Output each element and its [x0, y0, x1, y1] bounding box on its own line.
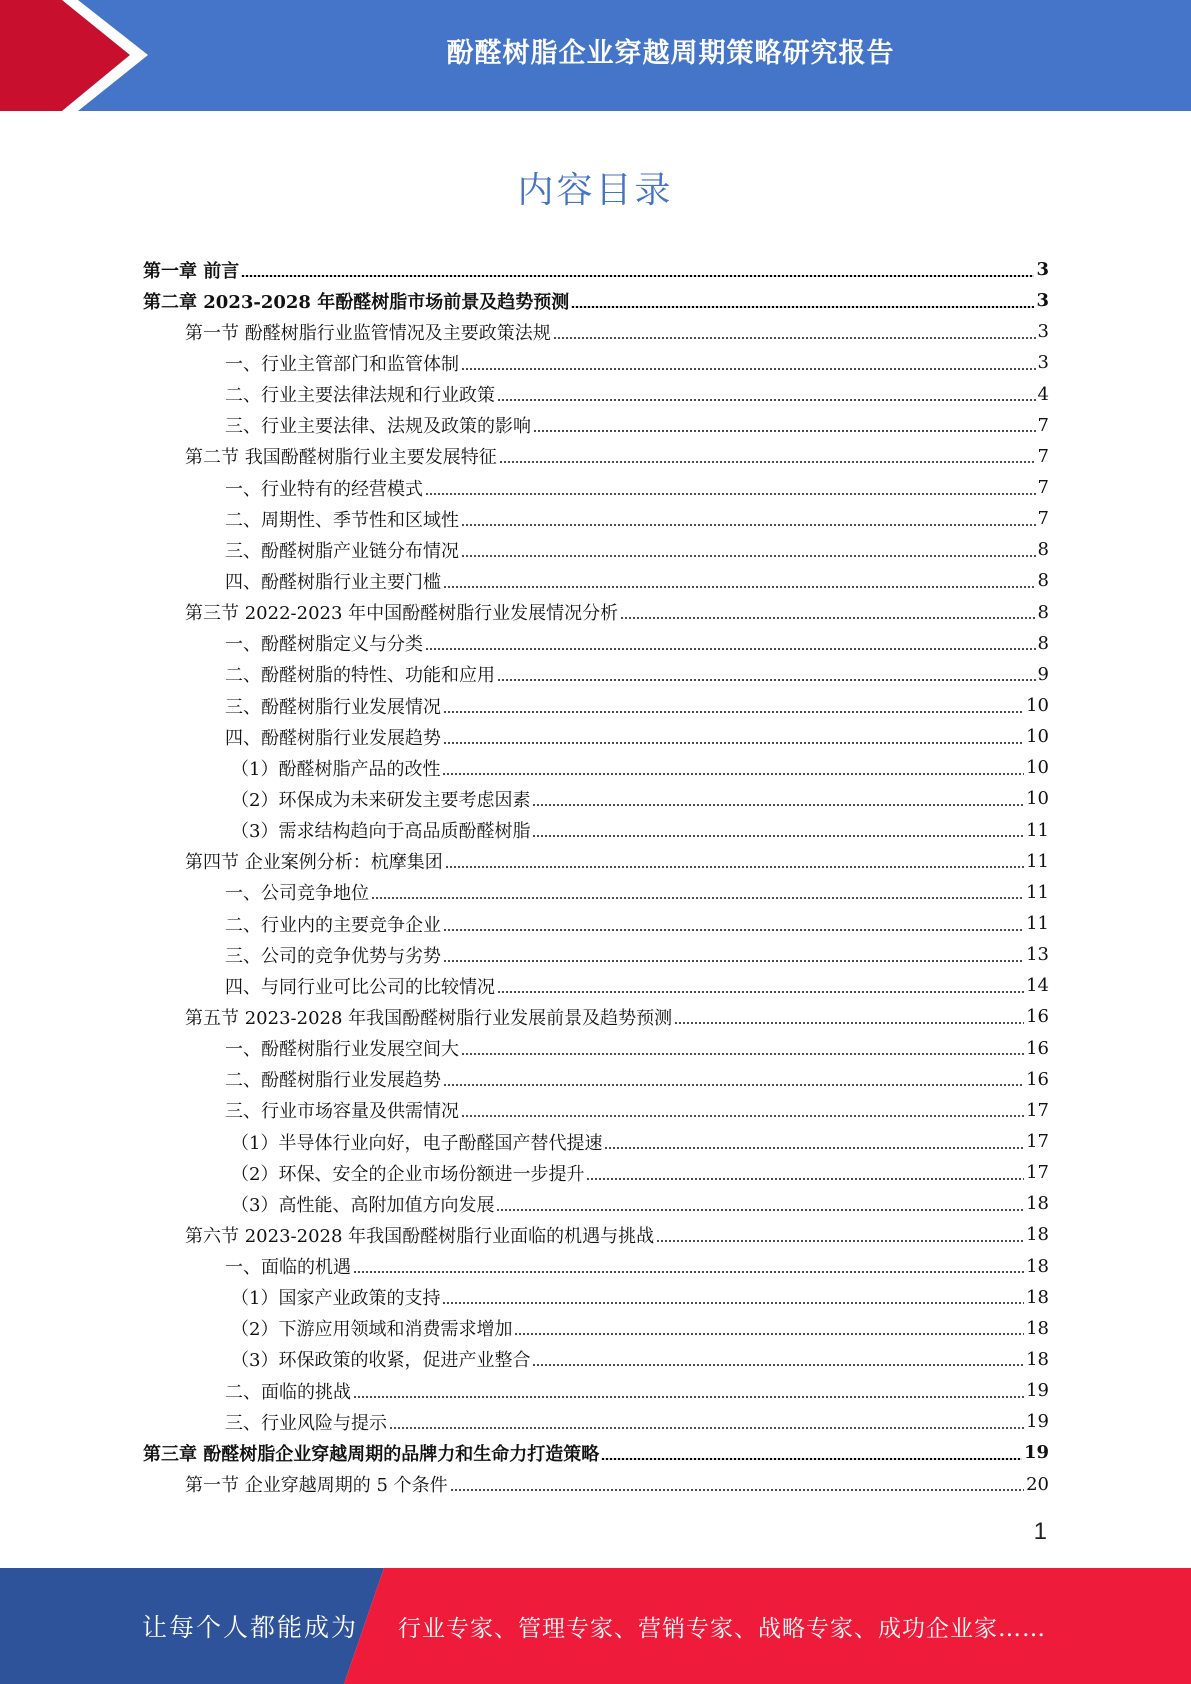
toc-entry-page: 8	[1037, 632, 1049, 654]
toc-entry[interactable]	[143, 970, 1049, 1001]
toc-entry[interactable]	[143, 1313, 1049, 1344]
toc-entry-page: 18	[1026, 1255, 1049, 1277]
toc-entry-title: 三、酚醛树脂产业链分布情况	[225, 540, 459, 562]
toc-entry-page: 17	[1026, 1131, 1049, 1152]
toc-entry-page: 7	[1037, 508, 1049, 530]
toc-leader-dots	[601, 1458, 1022, 1460]
toc-leader-dots	[450, 1489, 1024, 1491]
toc-entry-title: 第一节 酚醛树脂行业监管情况及主要政策法规	[185, 322, 551, 344]
toc-leader-dots	[586, 1178, 1024, 1180]
toc-entry-title: 第四节 企业案例分析：杭摩集团	[185, 852, 443, 874]
toc-entry[interactable]	[143, 1188, 1049, 1219]
toc-entry[interactable]	[143, 1344, 1049, 1375]
toc-leader-dots	[604, 1147, 1024, 1149]
toc-entry-page: 18	[1026, 1317, 1049, 1339]
toc-leader-dots	[674, 1022, 1024, 1024]
toc-entry-title: 二、行业主要法律法规和行业政策	[225, 385, 495, 407]
toc-leader-dots	[656, 1240, 1024, 1242]
toc-entry-title: 第二节 我国酚醛树脂行业主要发展特征	[185, 447, 497, 469]
toc-entry[interactable]	[143, 1095, 1049, 1126]
footer-slogan-right: 行业专家、管理专家、营销专家、战略专家、成功企业家……	[398, 1615, 1046, 1642]
toc-leader-dots	[425, 493, 1036, 495]
toc-entry[interactable]	[143, 1406, 1049, 1437]
toc-leader-dots	[571, 306, 1034, 308]
toc-entry[interactable]	[143, 1437, 1049, 1468]
toc-entry-page: 8	[1037, 570, 1049, 592]
toc-entry[interactable]	[143, 1064, 1049, 1095]
toc-leader-dots	[445, 866, 1024, 868]
toc-entry-page: 17	[1026, 1099, 1049, 1121]
toc-entry-page: 16	[1026, 1037, 1049, 1059]
toc-entry[interactable]	[143, 908, 1049, 939]
toc-entry[interactable]	[143, 254, 1049, 285]
toc-entry-title: 二、周期性、季节性和区域性	[225, 509, 459, 531]
toc-entry[interactable]	[143, 690, 1049, 721]
toc-entry[interactable]	[143, 1157, 1049, 1188]
toc-leader-dots	[442, 1302, 1024, 1304]
toc-leader-dots	[496, 1209, 1024, 1211]
toc-entry[interactable]	[143, 783, 1049, 814]
toc-entry-title: （3）环保政策的收紧，促进产业整合	[231, 1350, 531, 1372]
toc-entry-title: 第三节 2022-2023 年中国酚醛树脂行业发展情况分析	[185, 603, 619, 625]
toc-leader-dots	[371, 897, 1024, 899]
toc-entry[interactable]	[143, 1126, 1049, 1157]
toc-entry[interactable]	[143, 939, 1049, 970]
toc-entry-page: 11	[1026, 850, 1049, 872]
toc-entry-title: 一、酚醛树脂行业发展空间大	[225, 1039, 459, 1061]
toc-entry-title: 三、行业市场容量及供需情况	[225, 1101, 459, 1123]
toc-leader-dots	[389, 1427, 1024, 1429]
toc-entry-page: 4	[1037, 383, 1049, 405]
toc-leader-dots	[443, 929, 1024, 931]
footer-banner	[0, 1568, 1191, 1684]
header-arrow-decoration	[0, 0, 150, 111]
toc-entry[interactable]	[143, 379, 1049, 410]
toc-entry[interactable]	[143, 1468, 1049, 1499]
toc-leader-dots	[461, 524, 1036, 526]
toc-leader-dots	[461, 1115, 1024, 1117]
toc-entry-title: 四、酚醛树脂行业发展趋势	[225, 727, 441, 749]
toc-entry-title: 一、行业特有的经营模式	[225, 478, 423, 500]
toc-entry-title: 三、行业主要法律、法规及政策的影响	[225, 416, 531, 438]
toc-entry-title: 第二章 2023-2028 年酚醛树脂市场前景及趋势预测	[143, 291, 570, 313]
toc-entry[interactable]	[143, 410, 1049, 441]
toc-entry-title: （2）下游应用领域和消费需求增加	[231, 1319, 513, 1341]
toc-entry-page: 11	[1026, 913, 1049, 935]
toc-leader-dots	[425, 648, 1036, 650]
toc-entry-title: 三、酚醛树脂行业发展情况	[225, 696, 441, 718]
toc-entry-page: 10	[1026, 788, 1049, 810]
toc-entry-page: 16	[1026, 1068, 1049, 1090]
toc-entry[interactable]	[143, 846, 1049, 877]
toc-entry[interactable]	[143, 1001, 1049, 1032]
toc-entry-title: 四、酚醛树脂行业主要门槛	[225, 571, 441, 593]
toc-leader-dots	[553, 337, 1036, 339]
toc-entry[interactable]	[143, 285, 1049, 316]
toc-leader-dots	[497, 991, 1024, 993]
toc-entry[interactable]	[143, 659, 1049, 690]
toc-entry[interactable]	[143, 597, 1049, 628]
toc-entry-title: （1）半导体行业向好，电子酚醛国产替代提速	[231, 1132, 603, 1154]
toc-leader-dots	[532, 835, 1024, 837]
toc-entry-title: 三、行业风险与提示	[225, 1412, 387, 1434]
toc-entry[interactable]	[143, 347, 1049, 378]
toc-leader-dots	[497, 679, 1036, 681]
toc-entry[interactable]	[143, 1282, 1049, 1313]
toc-entry[interactable]	[143, 877, 1049, 908]
toc-entry-title: 一、面临的机遇	[225, 1257, 351, 1279]
toc-entry-title: （1）国家产业政策的支持	[231, 1288, 441, 1310]
toc-entry[interactable]	[143, 752, 1049, 783]
toc-entry[interactable]	[143, 316, 1049, 347]
toc-leader-dots	[497, 399, 1036, 401]
toc-entry-page: 10	[1026, 695, 1049, 717]
toc-entry-title: 第六节 2023-2028 年我国酚醛树脂行业面临的机遇与挑战	[185, 1225, 655, 1247]
toc-entry[interactable]	[143, 815, 1049, 846]
toc-entry-title: 三、公司的竞争优势与劣势	[225, 945, 441, 967]
toc-entry-page: 3	[1037, 352, 1049, 374]
toc-entry-page: 19	[1026, 1380, 1049, 1402]
toc-entry-title: 二、行业内的主要竞争企业	[225, 914, 441, 936]
toc-entry-page: 14	[1026, 975, 1049, 997]
toc-leader-dots	[533, 430, 1036, 432]
toc-leader-dots	[241, 275, 1034, 277]
toc-entry-title: 第五节 2023-2028 年我国酚醛树脂行业发展前景及趋势预测	[185, 1007, 673, 1029]
toc-leader-dots	[532, 1364, 1024, 1366]
toc-leader-dots	[461, 1053, 1024, 1055]
toc-entry-page: 7	[1037, 445, 1049, 467]
toc-entry-page: 18	[1026, 1193, 1049, 1215]
toc-entry-title: （2）环保、安全的企业市场份额进一步提升	[231, 1163, 585, 1185]
toc-leader-dots	[443, 586, 1036, 588]
toc-entry[interactable]	[143, 565, 1049, 596]
toc-entry-title: 一、公司竞争地位	[225, 883, 369, 905]
toc-entry-page: 8	[1037, 601, 1049, 623]
toc-entry[interactable]	[143, 721, 1049, 752]
toc-entry-page: 13	[1026, 944, 1049, 966]
toc-entry-title: 二、酚醛树脂行业发展趋势	[225, 1070, 441, 1092]
header-banner	[0, 0, 1191, 111]
toc-entry-page: 3	[1036, 259, 1049, 281]
toc-entry-page: 18	[1026, 1224, 1049, 1246]
toc-entry-page: 7	[1037, 477, 1049, 499]
toc-entry-page: 18	[1026, 1348, 1049, 1370]
toc-entry-title: 四、与同行业可比公司的比较情况	[225, 976, 495, 998]
toc-entry-page: 7	[1037, 414, 1049, 436]
table-of-contents	[143, 254, 1049, 1500]
toc-entry-page: 20	[1026, 1473, 1049, 1495]
toc-leader-dots	[514, 1333, 1024, 1335]
toc-entry-page: 3	[1037, 321, 1049, 343]
toc-entry-title: 二、酚醛树脂的特性、功能和应用	[225, 665, 495, 687]
toc-entry-title: （1）酚醛树脂产品的改性	[231, 758, 441, 780]
toc-entry-page: 9	[1037, 663, 1049, 685]
report-title: 酚醛树脂企业穿越周期策略研究报告	[446, 37, 895, 69]
toc-leader-dots	[443, 742, 1024, 744]
toc-entry[interactable]	[143, 1251, 1049, 1282]
toc-entry-page: 19	[1026, 1411, 1049, 1433]
toc-entry-page: 10	[1026, 757, 1049, 779]
toc-leader-dots	[461, 368, 1036, 370]
toc-leader-dots	[443, 711, 1024, 713]
toc-leader-dots	[442, 773, 1024, 775]
toc-leader-dots	[461, 555, 1036, 557]
toc-leader-dots	[620, 617, 1035, 619]
toc-entry-page: 11	[1026, 881, 1049, 903]
toc-leader-dots	[499, 461, 1036, 463]
toc-entry-page: 8	[1037, 539, 1049, 561]
footer-slogan-left: 让每个人都能成为	[142, 1613, 359, 1642]
toc-entry[interactable]	[143, 628, 1049, 659]
toc-entry-page: 10	[1026, 726, 1049, 748]
toc-heading: 内容目录	[517, 170, 674, 211]
toc-entry-title: 一、行业主管部门和监管体制	[225, 353, 459, 375]
toc-leader-dots	[443, 960, 1024, 962]
toc-leader-dots	[532, 804, 1024, 806]
toc-entry[interactable]	[143, 441, 1049, 472]
toc-entry-title: （3）高性能、高附加值方向发展	[231, 1194, 495, 1216]
page-number: 1	[1033, 1518, 1047, 1545]
toc-entry-title: （2）环保成为未来研发主要考虑因素	[231, 789, 531, 811]
toc-entry[interactable]	[143, 534, 1049, 565]
toc-entry-title: 第一节 企业穿越周期的 5 个条件	[185, 1475, 448, 1497]
toc-entry-page: 17	[1026, 1162, 1049, 1184]
toc-entry-page: 18	[1026, 1286, 1049, 1308]
toc-entry-title: 一、酚醛树脂定义与分类	[225, 634, 423, 656]
toc-entry-page: 19	[1023, 1442, 1049, 1464]
toc-entry[interactable]	[143, 472, 1049, 503]
toc-entry[interactable]	[143, 1375, 1049, 1406]
toc-entry-title: 二、面临的挑战	[225, 1381, 351, 1403]
toc-entry[interactable]	[143, 1219, 1049, 1250]
toc-entry[interactable]	[143, 503, 1049, 534]
toc-entry[interactable]	[143, 1033, 1049, 1064]
toc-entry-page: 16	[1026, 1006, 1049, 1028]
toc-leader-dots	[353, 1271, 1024, 1273]
toc-entry-page: 11	[1026, 819, 1049, 841]
toc-entry-page: 3	[1036, 290, 1049, 312]
toc-entry-title: 第一章 前言	[143, 260, 240, 282]
toc-leader-dots	[353, 1396, 1024, 1398]
toc-leader-dots	[443, 1084, 1024, 1086]
toc-entry-title: 第三章 酚醛树脂企业穿越周期的品牌力和生命力打造策略	[143, 1443, 600, 1465]
toc-entry-title: （3）需求结构趋向于高品质酚醛树脂	[231, 821, 531, 843]
